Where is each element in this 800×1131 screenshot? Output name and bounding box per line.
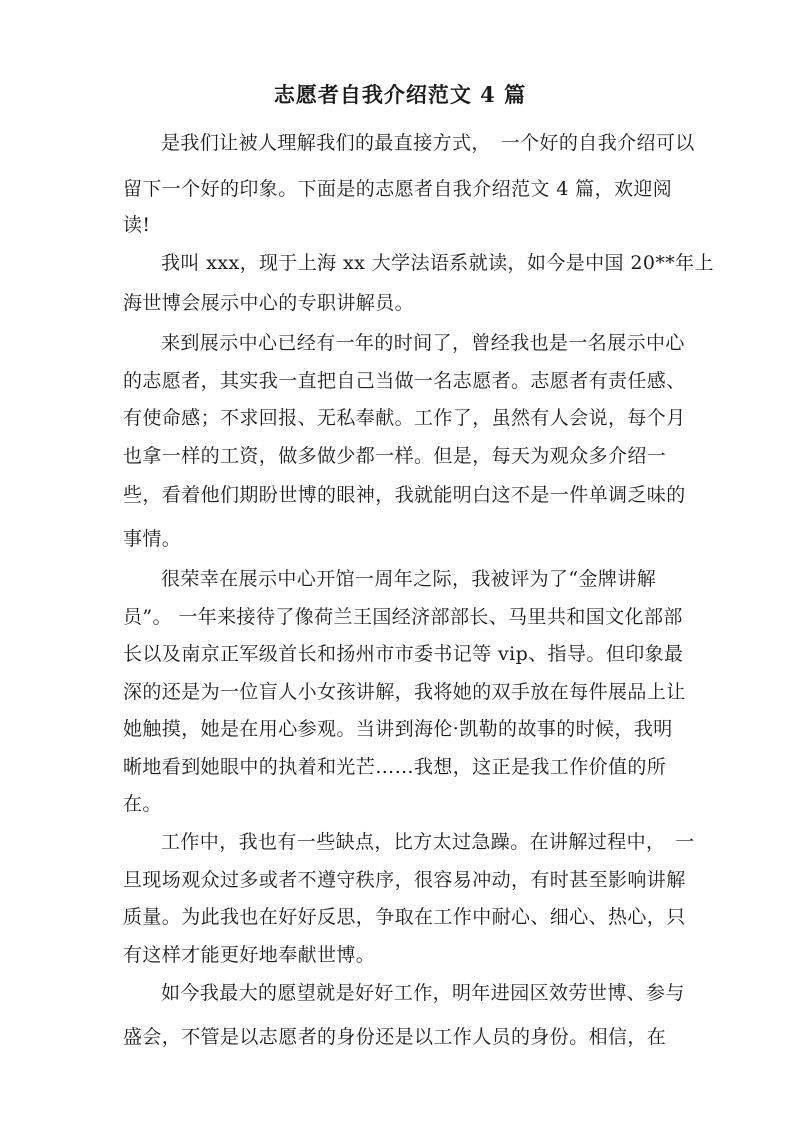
- text-line: 工作中，我也有一些缺点，比方太过急躁。在讲解过程中， 一: [161, 831, 695, 853]
- text-line: 事情。: [123, 528, 182, 550]
- text-line: 读!: [123, 214, 151, 236]
- text-line: 些，看着他们期盼世博的眼神，我就能明白这不是一件单调乏味的: [123, 484, 686, 506]
- text-line: 深的还是为一位盲人小女孩讲解，我将她的双手放在每件展品上让: [123, 681, 686, 703]
- text-line: 如今我最大的愿望就是好好工作，明年进园区效劳世博、参与: [161, 982, 685, 1004]
- text-line: 在。: [123, 793, 162, 815]
- text-line: 也拿一样的工资，做多做少都一样。但是，每天为观众多介绍一: [123, 445, 667, 467]
- text-line: 长以及南京正军级首长和扬州市市委书记等 vip、指导。但印象最: [123, 643, 684, 665]
- text-line: 的志愿者，其实我一直把自己当做一名志愿者。志愿者有责任感、: [123, 370, 686, 392]
- text-line: 留下一个好的印象。下面是的志愿者自我介绍范文 4 篇，欢迎阅: [123, 178, 673, 200]
- text-line: 有使命感；不求回报、无私奉献。工作了，虽然有人会说，每个月: [123, 407, 686, 429]
- text-line: 有这样才能更好地奉献世博。: [123, 944, 376, 966]
- document-title: 志愿者自我介绍范文 4 篇: [273, 82, 527, 107]
- text-line: 很荣幸在展示中心开馆一周年之际，我被评为了“金牌讲解: [161, 568, 657, 590]
- text-line: 质量。为此我也在好好反思，争取在工作中耐心、细心、热心，只: [123, 906, 686, 928]
- text-line: 海世博会展示中心的专职讲解员。: [123, 292, 415, 314]
- text-line: 盛会，不管是以志愿者的身份还是以工作人员的身份。相信，在: [123, 1026, 667, 1048]
- text-line: 是我们让被人理解我们的最直接方式， 一个好的自我介绍可以: [161, 132, 695, 154]
- text-line: 她触摸，她是在用心参观。当讲到海伦·凯勒的故事的时候，我明: [123, 718, 673, 740]
- text-line: 来到展示中心已经有一年的时间了，曾经我也是一名展示中心: [161, 332, 685, 354]
- text-line: 员”。 一年来接待了像荷兰王国经济部部长、马里共和国文化部部: [123, 606, 683, 628]
- text-line: 我叫 xxx，现于上海 xx 大学法语系就读，如今是中国 20**年上: [161, 252, 714, 274]
- text-line: 旦现场观众过多或者不遵守秩序，很容易冲动，有时甚至影响讲解: [123, 869, 686, 891]
- text-line: 晰地看到她眼中的执着和光芒……我想，这正是我工作价值的所: [123, 756, 667, 778]
